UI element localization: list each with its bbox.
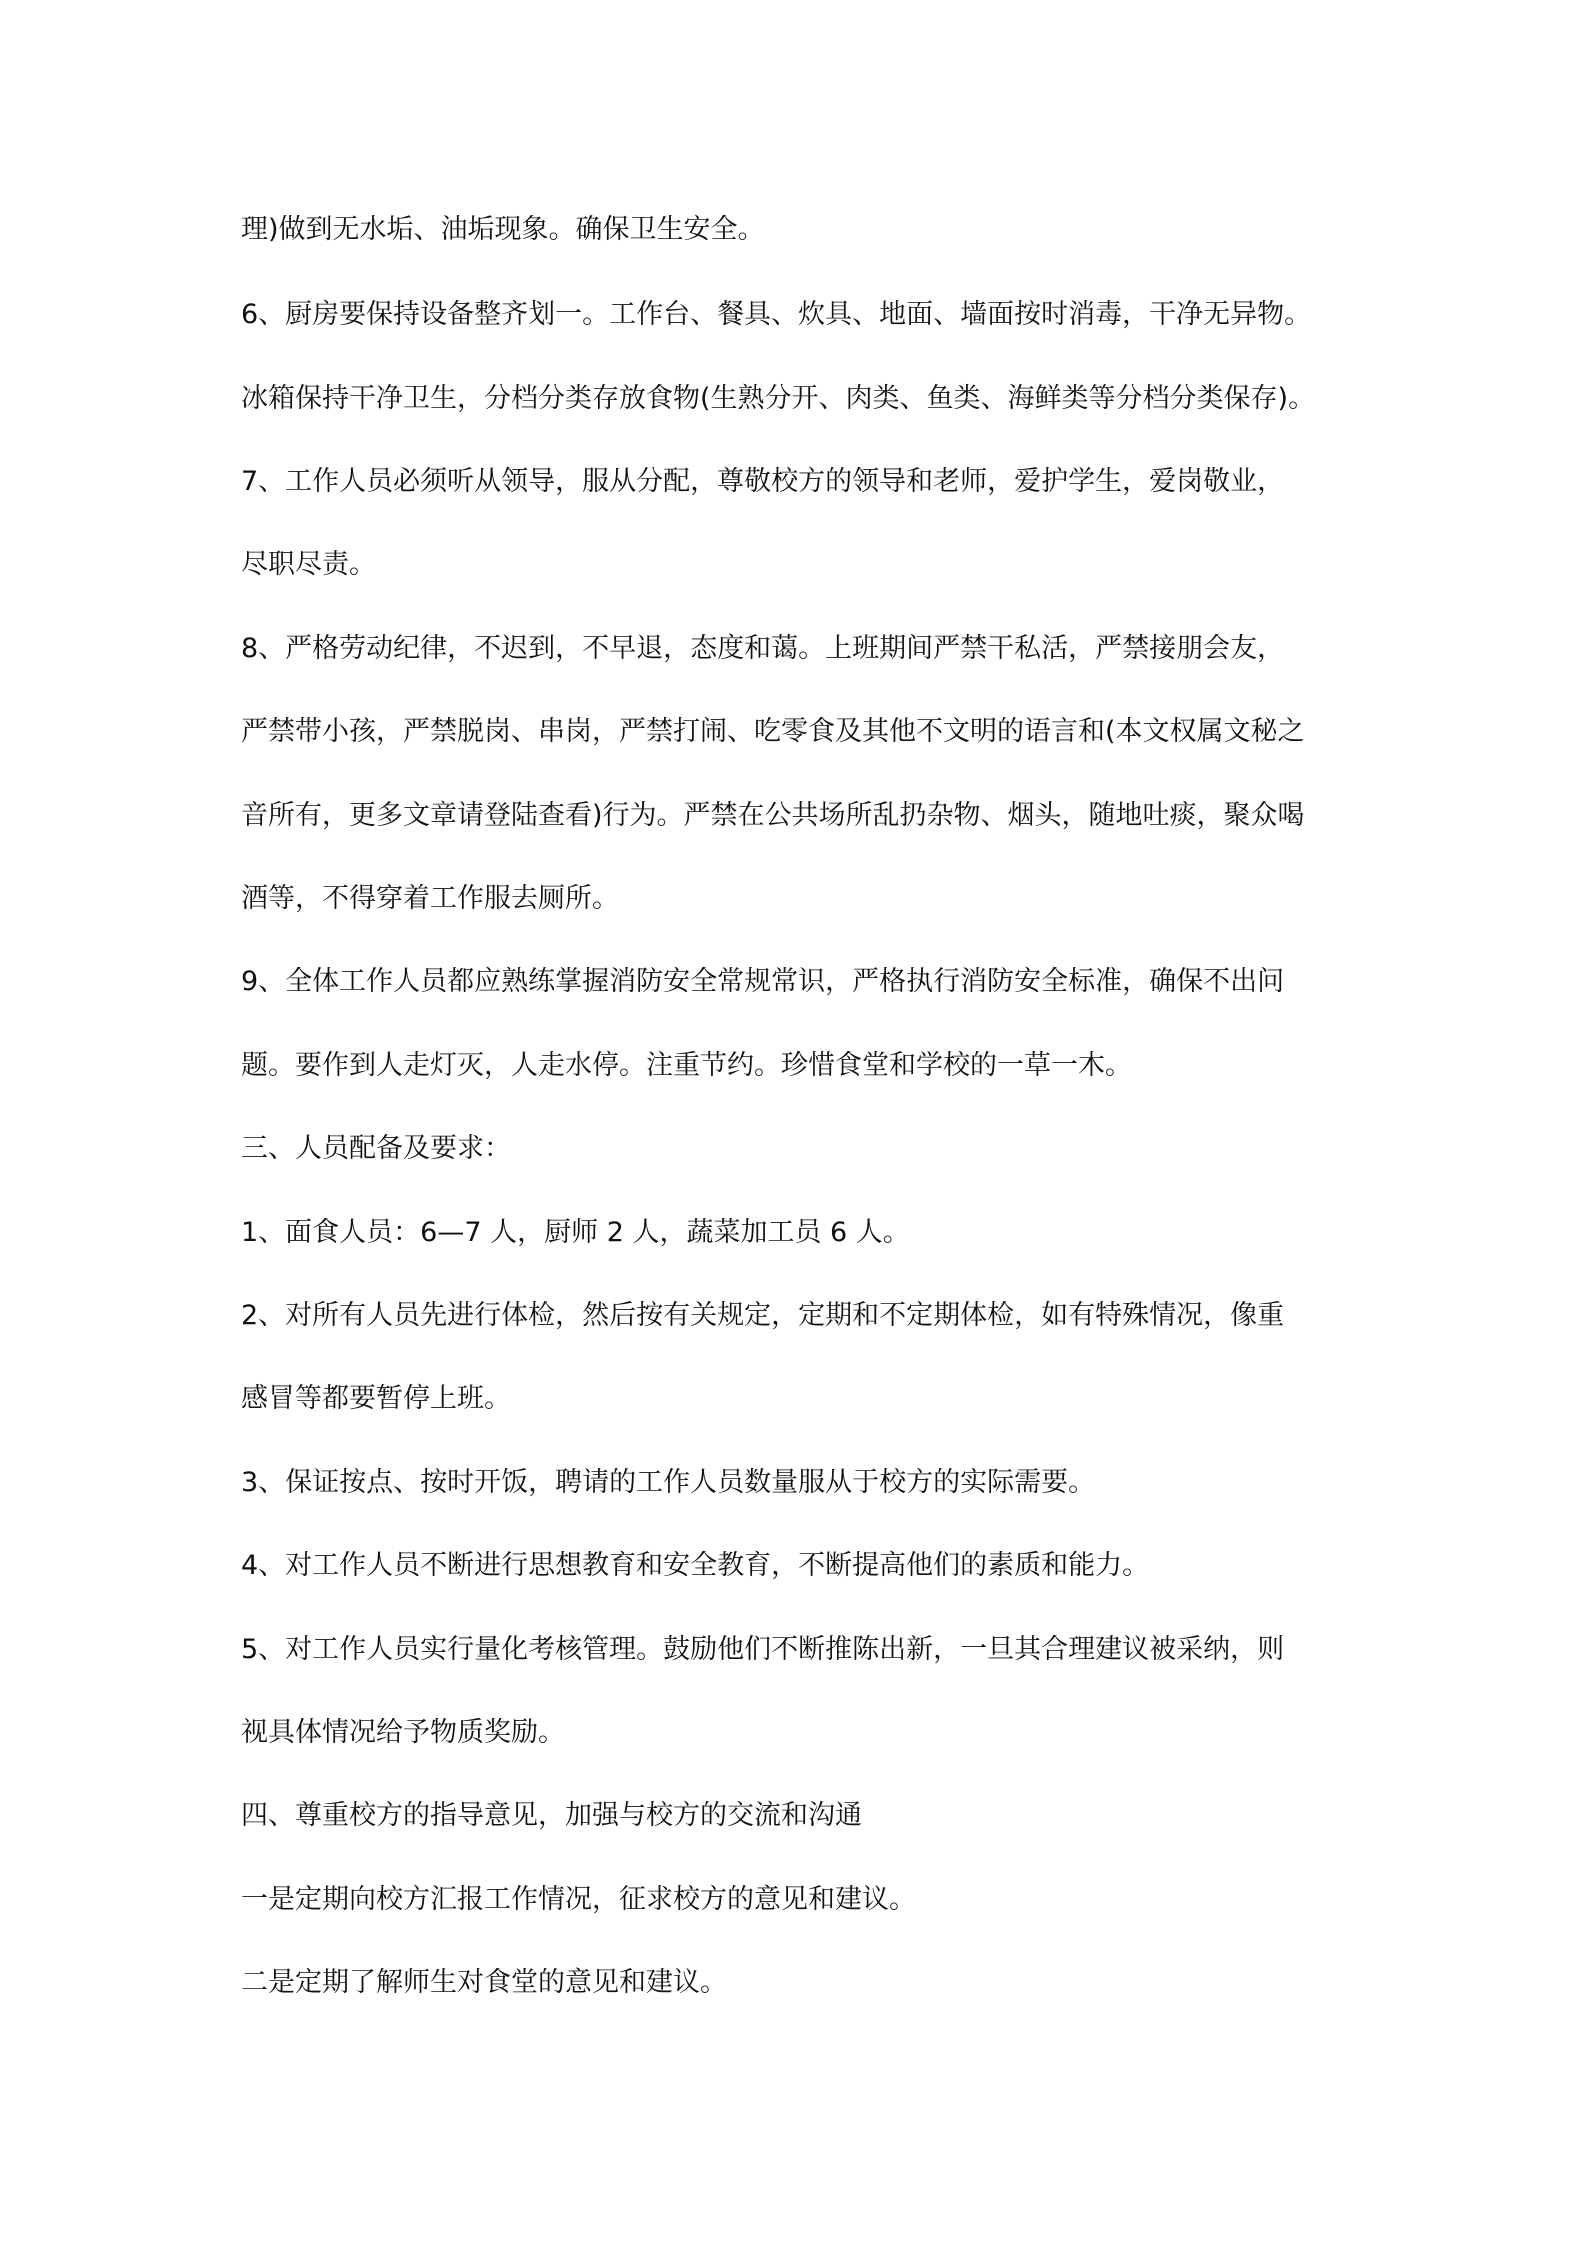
text-line: 严禁带小孩，严禁脱岗、串岗，严禁打闹、吃零食及其他不文明的语言和(本文权属文秘之 bbox=[241, 716, 1305, 747]
text-line: 4、对工作人员不断进行思想教育和安全教育，不断提高他们的素质和能力。 bbox=[241, 1550, 1150, 1581]
text-line: 冰箱保持干净卫生，分档分类存放食物(生熟分开、肉类、鱼类、海鲜类等分档分类保存)。 bbox=[241, 383, 1316, 414]
text-line: 1、面食人员：6—7 人，厨师 2 人，蔬菜加工员 6 人。 bbox=[241, 1217, 910, 1248]
text-line: 9、全体工作人员都应熟练掌握消防安全常规常识，严格执行消防安全标准，确保不出问 bbox=[241, 966, 1285, 997]
section-heading: 三、人员配备及要求： bbox=[241, 1133, 511, 1164]
text-line: 音所有，更多文章请登陆查看)行为。严禁在公共场所乱扔杂物、烟头，随地吐痰，聚众喝 bbox=[241, 800, 1305, 831]
text-line: 6、厨房要保持设备整齐划一。工作台、餐具、炊具、地面、墙面按时消毒，干净无异物。 bbox=[241, 299, 1312, 330]
text-line: 题。要作到人走灯灭，人走水停。注重节约。珍惜食堂和学校的一草一木。 bbox=[241, 1050, 1132, 1081]
text-line: 酒等，不得穿着工作服去厕所。 bbox=[241, 883, 619, 914]
text-line: 3、保证按点、按时开饭，聘请的工作人员数量服从于校方的实际需要。 bbox=[241, 1467, 1096, 1498]
text-line: 感冒等都要暂停上班。 bbox=[241, 1383, 511, 1414]
text-line: 尽职尽责。 bbox=[241, 549, 376, 580]
text-line: 二是定期了解师生对食堂的意见和建议。 bbox=[241, 1967, 727, 1998]
text-line: 8、严格劳动纪律，不迟到，不早退，态度和蔼。上班期间严禁干私活，严禁接朋会友， bbox=[241, 633, 1285, 664]
text-line: 2、对所有人员先进行体检，然后按有关规定，定期和不定期体检，如有特殊情况，像重 bbox=[241, 1300, 1285, 1331]
section-heading: 四、尊重校方的指导意见，加强与校方的交流和沟通 bbox=[241, 1800, 862, 1831]
text-line: 7、工作人员必须听从领导，服从分配，尊敬校方的领导和老师，爱护学生，爱岗敬业， bbox=[241, 466, 1285, 497]
text-line: 一是定期向校方汇报工作情况，征求校方的意见和建议。 bbox=[241, 1884, 916, 1915]
text-line: 5、对工作人员实行量化考核管理。鼓励他们不断推陈出新，一旦其合理建议被采纳，则 bbox=[241, 1634, 1285, 1665]
text-line: 理)做到无水垢、油垢现象。确保卫生安全。 bbox=[241, 214, 765, 245]
text-line: 视具体情况给予物质奖励。 bbox=[241, 1717, 565, 1748]
